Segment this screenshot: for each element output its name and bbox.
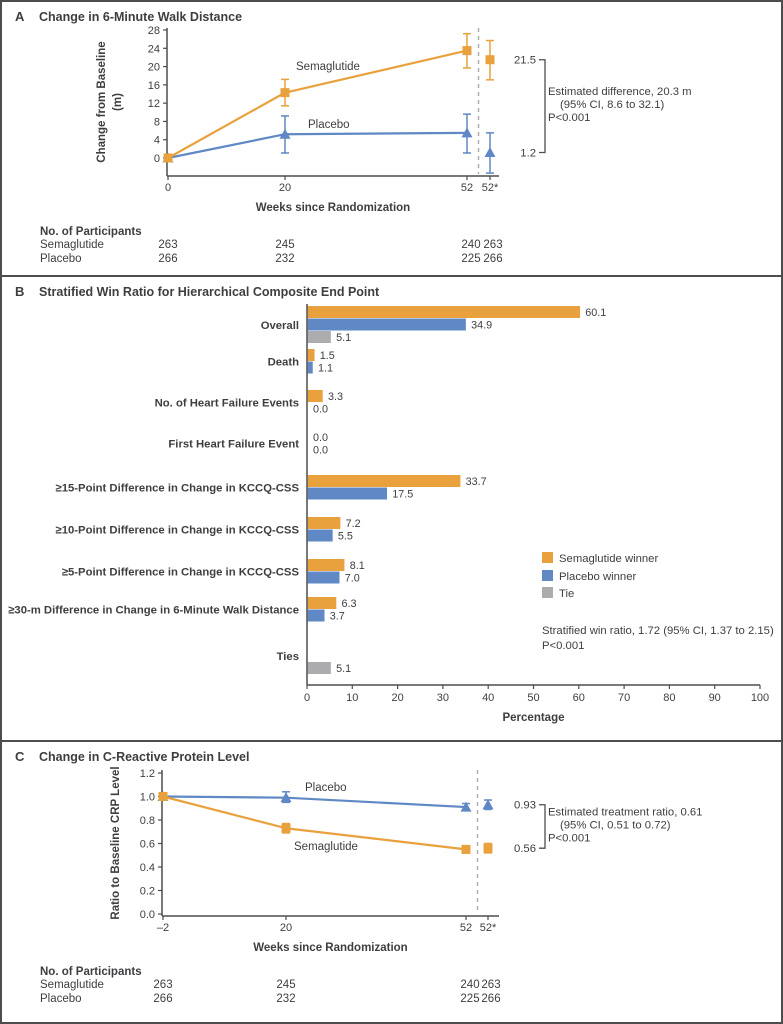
panel-c-heading: Change in C-Reactive Protein Level: [39, 750, 250, 764]
y-tick-label: 1.0: [139, 791, 155, 804]
participants-count: 266: [153, 993, 173, 1005]
bar-value-label: 33.7: [465, 475, 487, 488]
y-tick-label: 12: [147, 98, 160, 111]
x-tick-label: 70: [617, 692, 631, 704]
annotation-line: Estimated treatment ratio, 0.61: [548, 806, 703, 819]
endpoint-value-label: 1.2: [520, 147, 536, 160]
bar-value-label: 5.1: [336, 331, 352, 344]
x-tick-label: 50: [527, 692, 540, 704]
y-tick-label: 0.0: [139, 909, 155, 921]
x-tick-label: 20: [391, 692, 404, 704]
panel-a-chart: [2, 24, 781, 271]
bar-value-label: 7.0: [344, 572, 360, 585]
legend-swatch-placebo: [542, 570, 553, 581]
bar-placebo: [308, 319, 466, 331]
x-axis-label: Percentage: [502, 712, 565, 724]
endpoint-value-label: 21.5: [514, 54, 536, 67]
marker-semaglutide: [282, 824, 291, 833]
panel-c-title: [2, 742, 781, 764]
participants-row-label: Semaglutide: [40, 979, 104, 991]
participants-count: 245: [276, 979, 296, 991]
series-label: Placebo: [305, 782, 347, 794]
bar-placebo: [308, 610, 325, 622]
panel-b-chart: [2, 299, 781, 736]
annotation-line: P<0.001: [548, 832, 591, 845]
category-label: Overall: [260, 319, 299, 332]
x-tick-label: 20: [278, 182, 292, 194]
participants-count: 266: [483, 253, 503, 265]
x-tick-label: 10: [346, 692, 359, 704]
panel-b-letter: B: [15, 284, 25, 299]
participants-count: 225: [460, 993, 480, 1005]
bar-value-label: 8.1: [349, 559, 365, 572]
bar-placebo: [308, 530, 333, 542]
panel-c-letter: C: [15, 749, 25, 764]
y-tick-label: 0.2: [139, 885, 155, 898]
y-axis-label: Change from Baseline: [96, 41, 108, 163]
annotation-line: Stratified win ratio, 1.72 (95% CI, 1.37 to 2.15): [542, 625, 774, 637]
participants-count: 240: [461, 239, 481, 251]
bar-value-label: 60.1: [585, 306, 607, 319]
marker-semaglutide: [463, 46, 472, 55]
line-placebo: [168, 133, 467, 158]
participants-count: 245: [275, 239, 295, 251]
bar-value-label: 17.5: [392, 488, 414, 501]
panel-b-title: [2, 277, 781, 299]
bar-tie: [308, 662, 331, 674]
bar-placebo: [308, 362, 313, 374]
marker-placebo: [485, 147, 496, 157]
bar-value-label: 5.5: [337, 530, 353, 543]
x-tick-label: 80: [663, 692, 676, 704]
panel-a-letter: A: [15, 9, 25, 24]
x-tick-label: 30: [436, 692, 450, 704]
marker-semaglutide: [164, 154, 173, 163]
participants-count: 263: [483, 239, 503, 251]
category-label: No. of Heart Failure Events: [154, 397, 299, 410]
category-label: First Heart Failure Event: [168, 438, 299, 451]
x-axis-label: Weeks since Randomization: [255, 202, 411, 214]
bar-semaglutide: [308, 390, 323, 402]
marker-semaglutide: [281, 88, 290, 97]
y-tick-label: 20: [147, 61, 160, 74]
participants-row-label: Placebo: [40, 993, 82, 1005]
participants-count: 263: [153, 979, 173, 991]
participants-count: 266: [481, 993, 501, 1005]
bar-value-label: 1.1: [317, 362, 333, 375]
x-tick-label: 52: [460, 182, 474, 194]
marker-semaglutide: [484, 844, 493, 853]
panel-b-heading: Stratified Win Ratio for Hierarchical Composite End Point: [39, 285, 380, 299]
participants-count: 263: [158, 239, 178, 251]
bar-value-label: 34.9: [471, 319, 493, 332]
participants-count: 232: [276, 993, 296, 1005]
panel-a-heading: Change in 6-Minute Walk Distance: [39, 10, 243, 24]
panel-c-crp: [0, 740, 783, 1024]
panel-a-walk-distance: [0, 0, 783, 277]
bar-value-label: 0.0: [313, 431, 329, 444]
x-tick-label: –2: [156, 922, 170, 934]
bar-placebo: [308, 572, 340, 584]
y-axis-label: Ratio to Baseline CRP Level: [110, 766, 122, 920]
bar-semaglutide: [308, 306, 580, 318]
marker-semaglutide: [486, 55, 495, 64]
marker-semaglutide: [462, 845, 471, 854]
y-tick-label: 28: [147, 25, 160, 38]
bar-semaglutide: [308, 559, 345, 571]
participants-count: 232: [275, 253, 295, 265]
legend-swatch-tie: [542, 587, 553, 598]
bar-placebo: [308, 488, 387, 500]
bar-value-label: 3.7: [329, 610, 345, 623]
panel-b-win-ratio: [0, 275, 783, 742]
category-label: ≥10-Point Difference in Change in KCCQ-CSS: [55, 524, 299, 537]
x-tick-label: 40: [482, 692, 495, 704]
legend-label: Semaglutide winner: [559, 553, 659, 565]
category-label: Death: [267, 356, 299, 369]
bar-value-label: 5.1: [336, 662, 352, 675]
y-axis-label: (m): [112, 93, 124, 111]
participants-header: No. of Participants: [40, 966, 142, 978]
participants-row-label: Placebo: [40, 253, 82, 265]
bar-value-label: 6.3: [341, 597, 357, 610]
legend-label: Placebo winner: [559, 571, 637, 583]
bar-value-label: 0.0: [313, 403, 329, 416]
endpoint-value-label: 0.56: [514, 843, 536, 856]
bar-value-label: 3.3: [327, 390, 343, 403]
ci-bracket: [539, 60, 545, 153]
x-tick-label: 100: [750, 692, 770, 704]
x-tick-label: 52*: [481, 182, 499, 194]
y-tick-label: 16: [147, 79, 160, 92]
bar-value-label: 1.5: [319, 349, 335, 362]
ci-bracket: [539, 805, 545, 848]
participants-row-label: Semaglutide: [40, 239, 104, 251]
annotation-line: Estimated difference, 20.3 m: [548, 86, 692, 99]
y-tick-label: 0.8: [139, 815, 155, 827]
bar-semaglutide: [308, 475, 461, 487]
bar-value-label: 7.2: [345, 517, 361, 530]
endpoint-value-label: 0.93: [514, 799, 536, 812]
y-tick-label: 4: [153, 134, 160, 147]
x-tick-label: 20: [279, 922, 293, 934]
x-axis-label: Weeks since Randomization: [253, 942, 408, 954]
x-tick-label: 90: [708, 692, 721, 704]
legend-swatch-semaglutide: [542, 552, 553, 563]
marker-semaglutide: [159, 792, 168, 801]
bar-tie: [308, 331, 331, 343]
category-label: ≥30-m Difference in Change in 6-Minute Walk Distance: [8, 604, 299, 617]
legend-label: Tie: [559, 588, 575, 600]
bar-semaglutide: [308, 349, 315, 361]
series-label: Semaglutide: [296, 61, 360, 73]
x-tick-label: 0: [164, 182, 172, 194]
y-tick-label: 0: [153, 153, 160, 165]
x-tick-label: 0: [303, 692, 311, 704]
annotation-line: P<0.001: [548, 112, 591, 125]
y-tick-label: 24: [147, 43, 160, 56]
annotation-line: (95% CI, 0.51 to 0.72): [560, 819, 671, 832]
participants-count: 263: [481, 979, 501, 991]
panel-a-title: [2, 2, 781, 24]
participants-header: No. of Participants: [40, 226, 142, 238]
x-tick-label: 52*: [479, 922, 497, 934]
participants-count: 266: [158, 253, 178, 265]
y-tick-label: 0.6: [139, 838, 155, 851]
bar-semaglutide: [308, 517, 341, 529]
participants-count: 225: [461, 253, 481, 265]
category-label: ≥5-Point Difference in Change in KCCQ-CSS: [61, 566, 299, 579]
bar-value-label: 0.0: [313, 444, 329, 457]
panel-c-chart: [2, 764, 781, 1018]
series-label: Placebo: [308, 119, 350, 131]
participants-count: 240: [460, 979, 480, 991]
category-label: ≥15-Point Difference in Change in KCCQ-CSS: [55, 482, 299, 495]
line-placebo: [163, 797, 466, 808]
x-tick-label: 60: [572, 692, 585, 704]
category-label: Ties: [276, 651, 299, 663]
x-tick-label: 52: [459, 922, 473, 934]
bar-semaglutide: [308, 597, 337, 609]
y-tick-label: 8: [153, 116, 160, 129]
y-tick-label: 1.2: [139, 768, 155, 780]
annotation-line: P<0.001: [542, 640, 585, 652]
series-label: Semaglutide: [294, 841, 358, 853]
y-tick-label: 0.4: [139, 862, 155, 874]
annotation-line: (95% CI, 8.6 to 32.1): [560, 99, 665, 112]
